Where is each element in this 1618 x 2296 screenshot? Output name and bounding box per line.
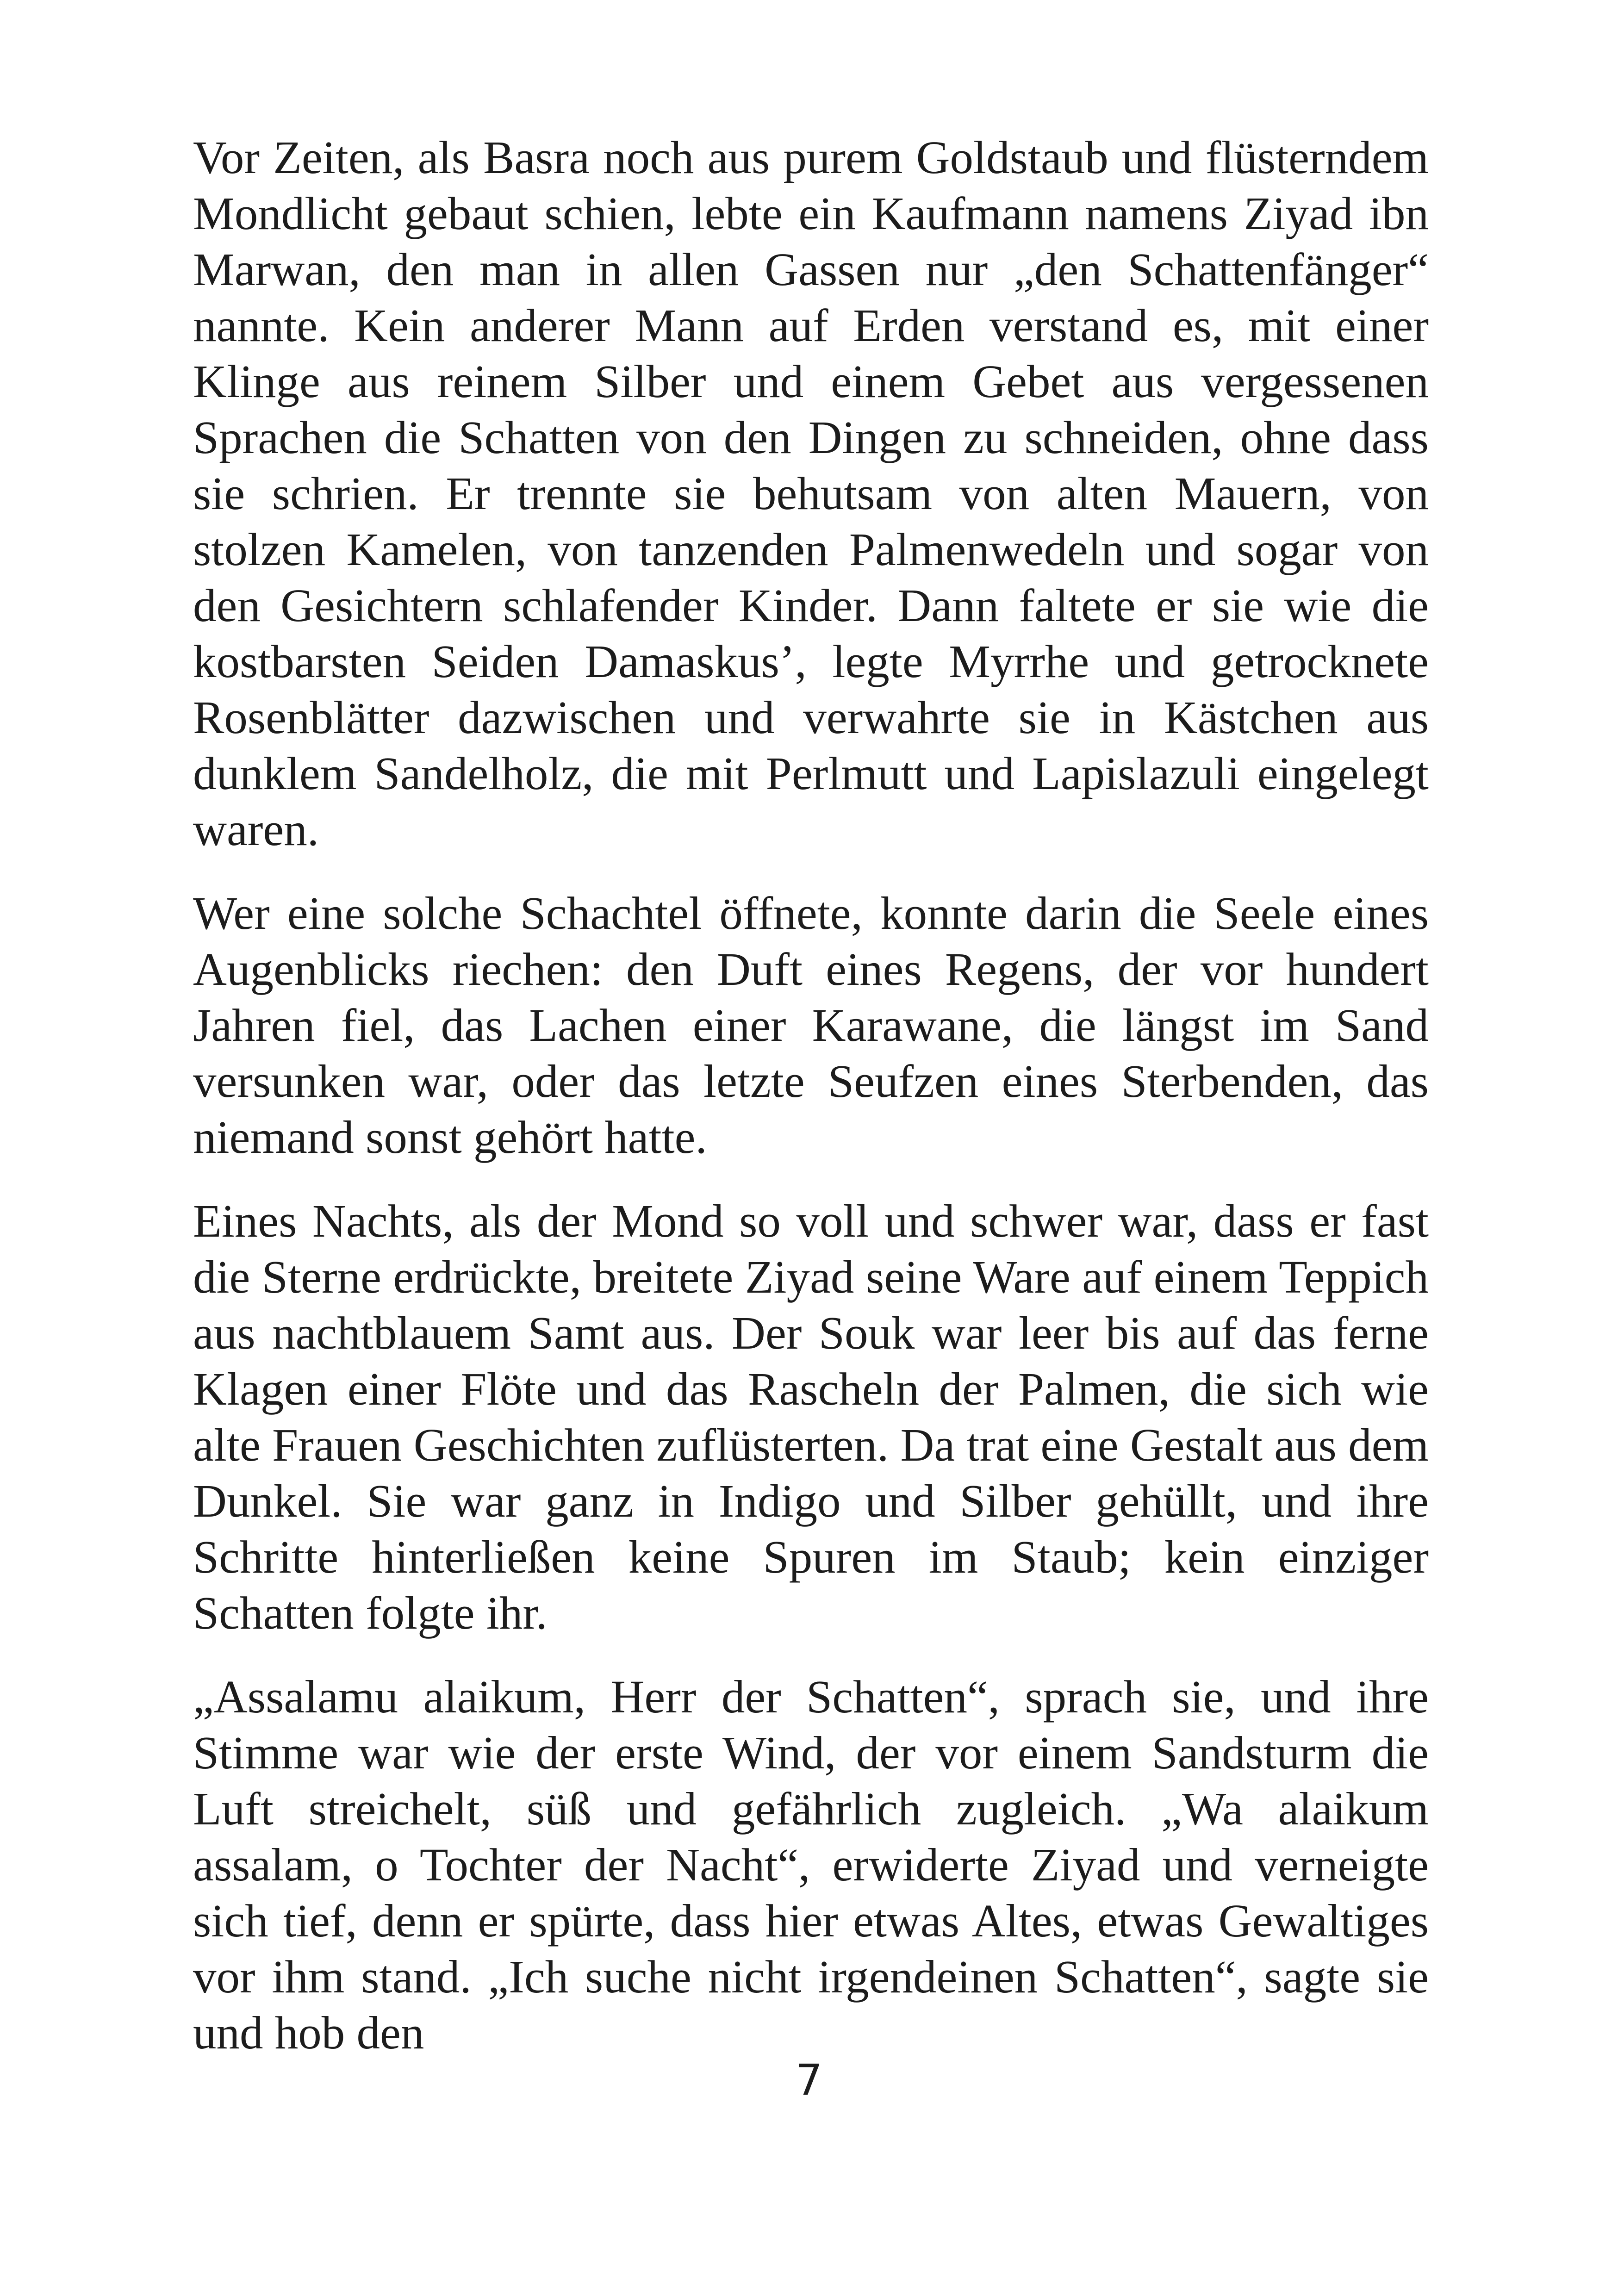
paragraph-1: Vor Zeiten, als Basra noch aus purem Goldstaub und flüsterndem Mondlicht gebaut schien, lebte ein Kaufmann namens Ziyad ibn Marwan, den man in allen Gassen nur „den Schattenfänger“ nannte. Kein anderer Mann auf Erden verstand es, mit einer Klinge aus reinem Silber und einem Gebet aus vergessenen Sprachen die Schatten von den Dingen zu schneiden, ohne dass sie schrien. Er trennte sie behutsam von alten Mauern, von stolzen Kamelen, von tanzenden Palmenwedeln und sogar von den Gesichtern schlafender Kinder. Dann faltete er sie wie die kostbarsten Seiden Damaskus’, legte Myrrhe und getrocknete Rosenblätter dazwischen und verwahrte sie in Kästchen aus dunklem Sandelholz, die mit Perlmutt und Lapislazuli eingelegt waren. xyxy=(193,131,1429,855)
paragraph-4: „Assalamu alaikum, Herr der Schatten“, sprach sie, und ihre Stimme war wie der erste Wind, der vor einem Sandsturm die Luft streichelt, süß und gefährlich zugleich. „Wa alaikum assalam, o Tochter der Nacht“, erwiderte Ziyad und verneigte sich tief, denn er spürte, dass hier etwas Altes, etwas Gewaltiges vor ihm stand. „Ich suche nicht irgendeinen Schatten“, sagte sie und hob den xyxy=(193,1671,1429,2059)
page-number: 7 xyxy=(795,2055,823,2105)
paragraph-2: Wer eine solche Schachtel öffnete, konnte darin die Seele eines Augenblicks riechen: den Duft eines Regens, der vor hundert Jahren fiel, das Lachen einer Karawane, die längst im Sand versunken war, oder das letzte Seufzen eines Sterbenden, das niemand sonst gehört hatte. xyxy=(193,887,1429,1163)
paragraph-3: Eines Nachts, als der Mond so voll und schwer war, dass er fast die Sterne erdrückte, breitete Ziyad seine Ware auf einem Teppich aus nachtblauem Samt aus. Der Souk war leer bis auf das ferne Klagen einer Flöte und das Rascheln der Palmen, die sich wie alte Frauen Geschichten zuflüsterten. Da trat eine Gestalt aus dem Dunkel. Sie war ganz in Indigo und Silber gehüllt, und ihre Schritte hinterließen keine Spuren im Staub; kein einziger Schatten folgte ihr. xyxy=(193,1195,1429,1639)
body-text xyxy=(193,130,1429,2061)
